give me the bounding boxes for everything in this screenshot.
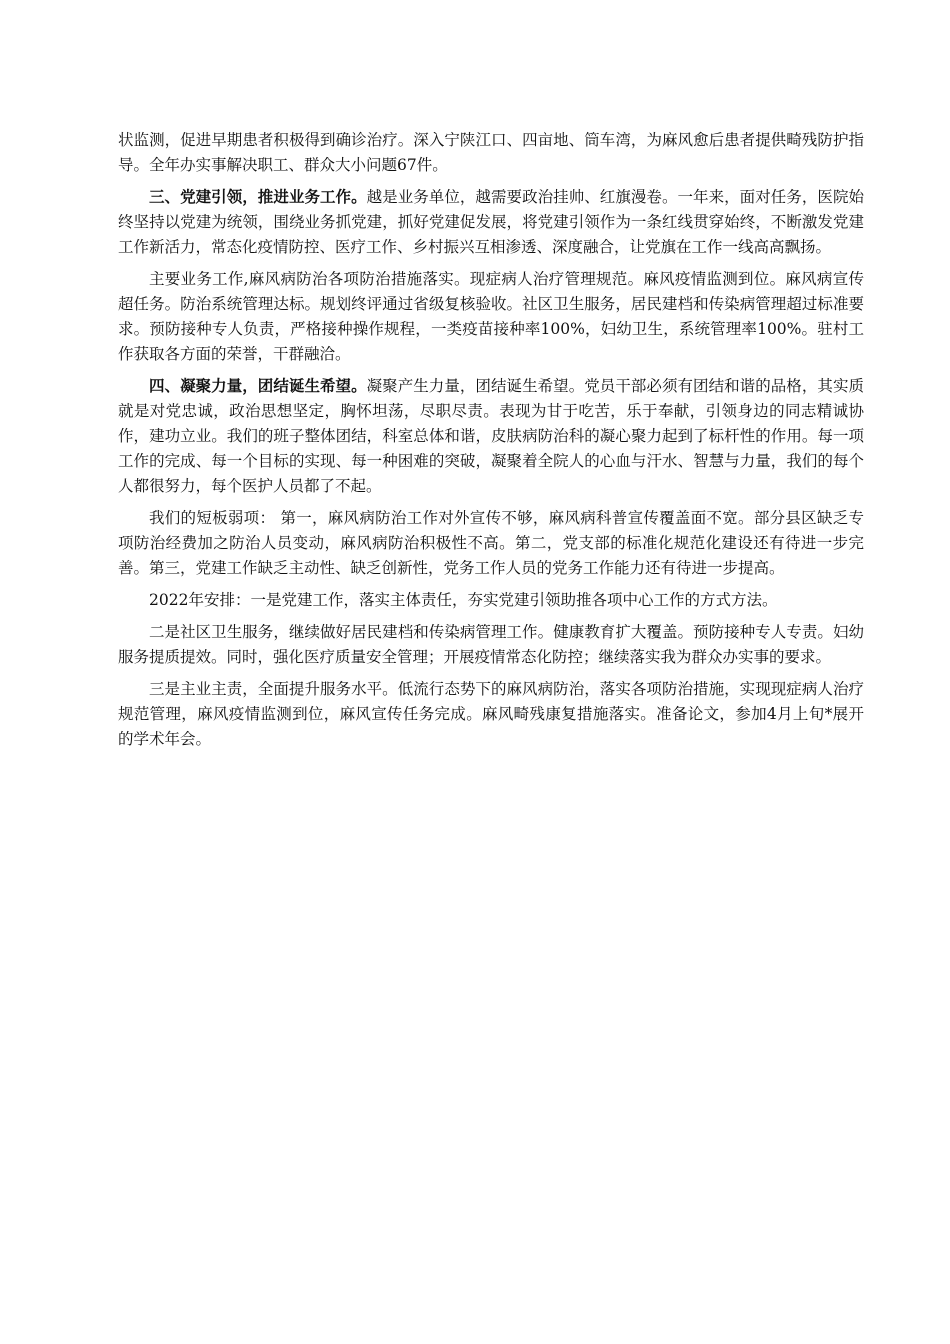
paragraph-text: 2022年安排：一是党建工作，落实主体责任，夯实党建引领助推各项中心工作的方式方法。: [149, 591, 778, 609]
paragraph-text: 主要业务工作,麻风病防治各项防治措施落实。现症病人治疗管理规范。麻风疫情监测到位。麻风病宣传超任务。防治系统管理达标。规划终评通过省级复核验收。社区卫生服务，居民建档和传染病管理超过标准要求。预防接种专人负责，严格接种操作规程，一类疫苗接种率100%，妇幼卫生，系统管理率100%。驻村工作获取各方面的荣誉，干群融洽。: [118, 270, 864, 363]
plan-item-two-paragraph: [118, 620, 864, 670]
paragraph-text: 三是主业主责，全面提升服务水平。低流行态势下的麻风病防治，落实各项防治措施，实现现症病人治疗规范管理，麻风疫情监测到位，麻风宣传任务完成。麻风畸残康复措施落实。准备论文，参加4月上旬*展开的学术年会。: [118, 680, 864, 748]
section-heading: 四、凝聚力量，团结诞生希望。: [149, 377, 367, 395]
plan-2022-paragraph: [118, 588, 864, 613]
main-business-paragraph: [118, 267, 864, 367]
document-body: [118, 128, 864, 759]
paragraph-text: 我们的短板弱项： 第一，麻风病防治工作对外宣传不够，麻风病科普宣传覆盖面不宽。部分县区缺乏专项防治经费加之防治人员变动，麻风病防治积极性不高。第二，党支部的标准化规范化建设还有待进一步完善。第三，党建工作缺乏主动性、缺乏创新性，党务工作人员的党务工作能力还有待进一步提高。: [118, 509, 864, 577]
plan-item-three-paragraph: [118, 677, 864, 752]
section-heading: 三、党建引领，推进业务工作。: [149, 188, 367, 206]
paragraph-continuation: [118, 128, 864, 178]
paragraph-text: 状监测，促进早期患者积极得到确诊治疗。深入宁陕江口、四亩地、筒车湾，为麻风愈后患者提供畸残防护指导。全年办实事解决职工、群众大小问题67件。: [118, 131, 864, 174]
paragraph-text: 二是社区卫生服务，继续做好居民建档和传染病管理工作。健康教育扩大覆盖。预防接种专人专责。妇幼服务提质提效。同时，强化医疗质量安全管理；开展疫情常态化防控；继续落实我为群众办实事的要求。: [118, 623, 864, 666]
section-three-paragraph: [118, 185, 864, 260]
paragraph-text: 凝聚产生力量，团结诞生希望。党员干部必须有团结和谐的品格，其实质就是对党忠诚，政治思想坚定，胸怀坦荡，尽职尽责。表现为甘于吃苦，乐于奉献，引领身边的同志精诚协作，建功立业。我们的班子整体团结，科室总体和谐，皮肤病防治科的凝心聚力起到了标杆性的作用。每一项工作的完成、每一个目标的实现、每一种困难的突破，凝聚着全院人的心血与汗水、智慧与力量，我们的每个人都很努力，每个医护人员都了不起。: [118, 377, 864, 495]
paragraph-text: 越是业务单位，越需要政治挂帅、红旗漫卷。一年来，面对任务，医院始终坚持以党建为统领，围绕业务抓党建，抓好党建促发展，将党建引领作为一条红线贯穿始终，不断激发党建工作新活力，常态化疫情防控、医疗工作、乡村振兴互相渗透、深度融合，让党旗在工作一线高高飘扬。: [118, 188, 864, 256]
shortcomings-paragraph: [118, 506, 864, 581]
section-four-paragraph: [118, 374, 864, 499]
